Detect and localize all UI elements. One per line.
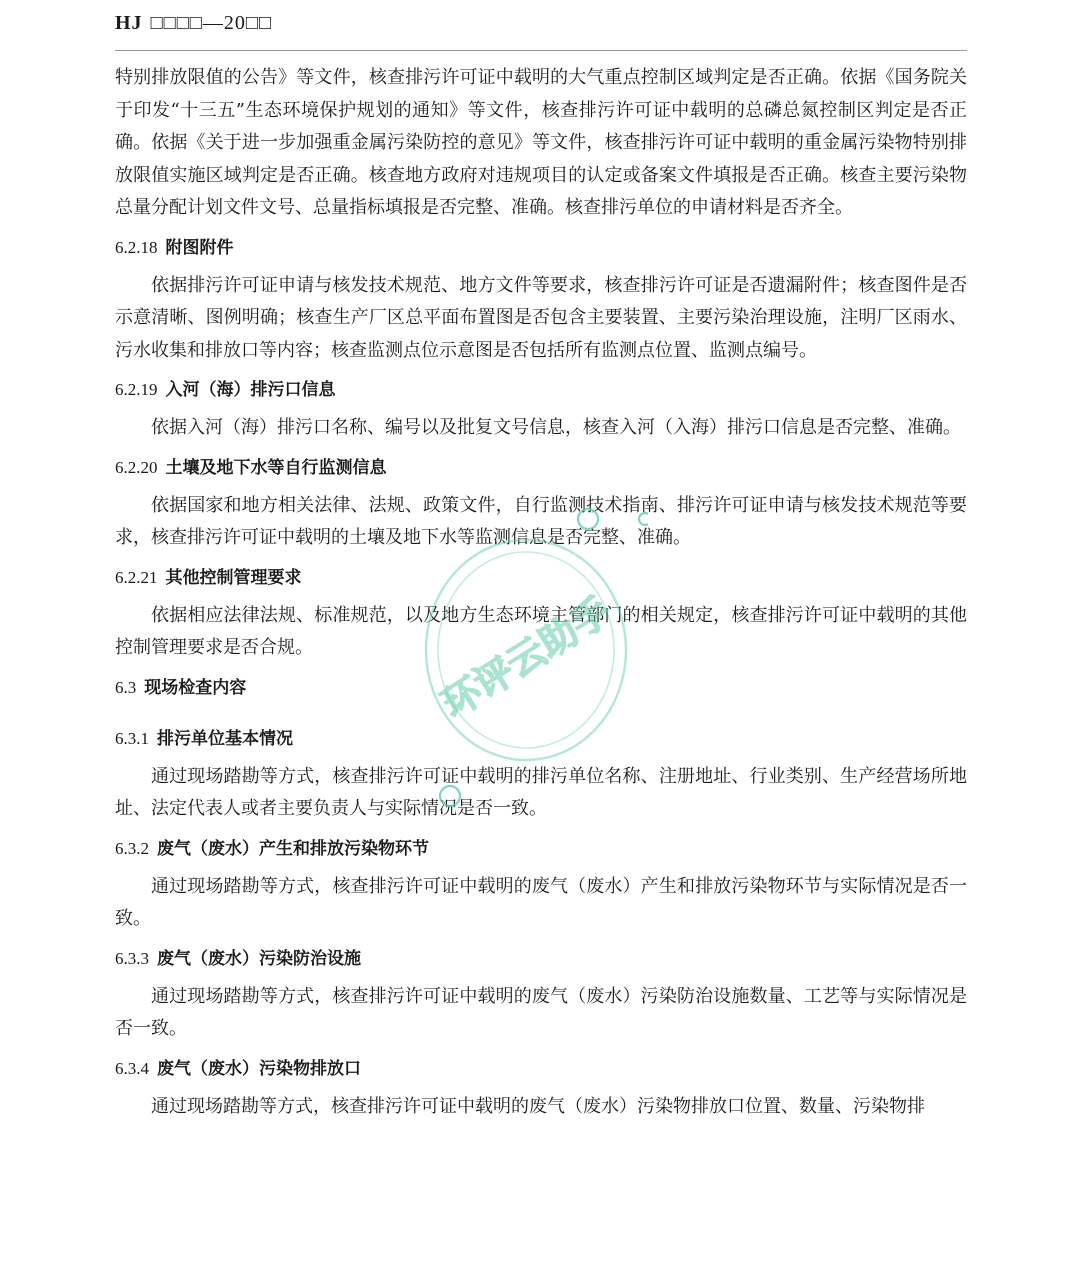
body-paragraph: 通过现场踏勘等方式，核查排污许可证中载明的废气（废水）产生和排放污染物环节与实际情况是否一致。 — [115, 875, 967, 929]
page-header — [115, 12, 272, 35]
section-title: 现场检查内容 — [144, 677, 247, 698]
section-number: 6.3.1 — [115, 728, 149, 748]
section-heading — [115, 1054, 967, 1079]
section-heading — [115, 453, 967, 478]
body-paragraph: 依据国家和地方相关法律、法规、政策文件，自行监测技术指南、排污许可证申请与核发技术规范等要求，核查排污许可证中载明的土壤及地下水等监测信息是否完整、准确。 — [115, 494, 967, 548]
section-number: 6.2.20 — [115, 457, 158, 477]
section-heading — [115, 673, 967, 698]
section-title: 其他控制管理要求 — [165, 567, 302, 588]
standard-code: □□□□—20□□ — [150, 12, 273, 34]
body-paragraph: 依据相应法律法规、标准规范，以及地方生态环境主管部门的相关规定，核查排污许可证中载明的其他控制管理要求是否合规。 — [115, 604, 967, 658]
section-number: 6.2.18 — [115, 237, 158, 257]
body-paragraph: 依据入河（海）排污口名称、编号以及批复文号信息，核查入河（入海）排污口信息是否完整、准确。 — [151, 417, 961, 438]
body-paragraph: 通过现场踏勘等方式，核查排污许可证中载明的废气（废水）污染防治设施数量、工艺等与实际情况是否一致。 — [115, 985, 967, 1039]
section-number: 6.3.2 — [115, 838, 149, 858]
section-title: 入河（海）排污口信息 — [165, 380, 336, 400]
section-title: 附图附件 — [165, 237, 234, 258]
section-title: 废气（废水）产生和排放污染物环节 — [157, 838, 429, 859]
body-paragraph: 依据排污许可证申请与核发技术规范、地方文件等要求，核查排污许可证是否遗漏附件；核查图件是否示意清晰、图例明确；核查生产厂区总平面布置图是否包含主要装置、主要污染治理设施，注明厂区雨水、污水收集和排放口等内容；核查监测点位示意图是否包括所有监测点位置、监测点编号。 — [115, 274, 967, 361]
header-divider — [115, 50, 967, 51]
section-title: 土壤及地下水等自行监测信息 — [165, 457, 387, 478]
section-number: 6.2.21 — [115, 567, 158, 587]
document-body — [115, 62, 967, 1131]
section-heading — [115, 375, 967, 400]
standard-prefix: HJ — [115, 12, 143, 34]
section-title: 排污单位基本情况 — [157, 728, 293, 749]
section-number: 6.3 — [115, 677, 137, 697]
section-number: 6.2.19 — [115, 380, 158, 399]
section-heading — [115, 233, 967, 258]
section-heading — [115, 563, 967, 588]
body-paragraph: 特别排放限值的公告》等文件，核查排污许可证中载明的大气重点控制区域判定是否正确。依据《国务院关于印发“十三五”生态环境保护规划的通知》等文件，核查排污许可证中载明的总磷总氮控制区判定是否正确。依据《关于进一步加强重金属污染防控的意见》等文件，核查排污许可证中载明的重金属污染物特别排放限值实施区域判定是否正确。核查地方政府对违规项目的认定或备案文件填报是否正确。核查主要污染物总量分配计划文件文号、总量指标填报是否完整、准确。核查排污单位的申请材料是否齐全。 — [115, 67, 967, 218]
section-number: 6.3.4 — [115, 1058, 149, 1078]
section-heading — [115, 724, 967, 749]
watermark-text: 环评云助手 — [434, 588, 619, 727]
section-heading — [115, 834, 967, 859]
section-title: 废气（废水）污染物排放口 — [157, 1058, 361, 1079]
section-title: 废气（废水）污染防治设施 — [157, 948, 361, 969]
section-number: 6.3.3 — [115, 948, 149, 968]
body-paragraph: 通过现场踏勘等方式，核查排污许可证中载明的废气（废水）污染物排放口位置、数量、污染物排 — [151, 1095, 925, 1117]
section-heading — [115, 944, 967, 969]
body-paragraph: 通过现场踏勘等方式，核查排污许可证中载明的排污单位名称、注册地址、行业类别、生产经营场所地址、法定代表人或者主要负责人与实际情况是否一致。 — [115, 765, 967, 819]
